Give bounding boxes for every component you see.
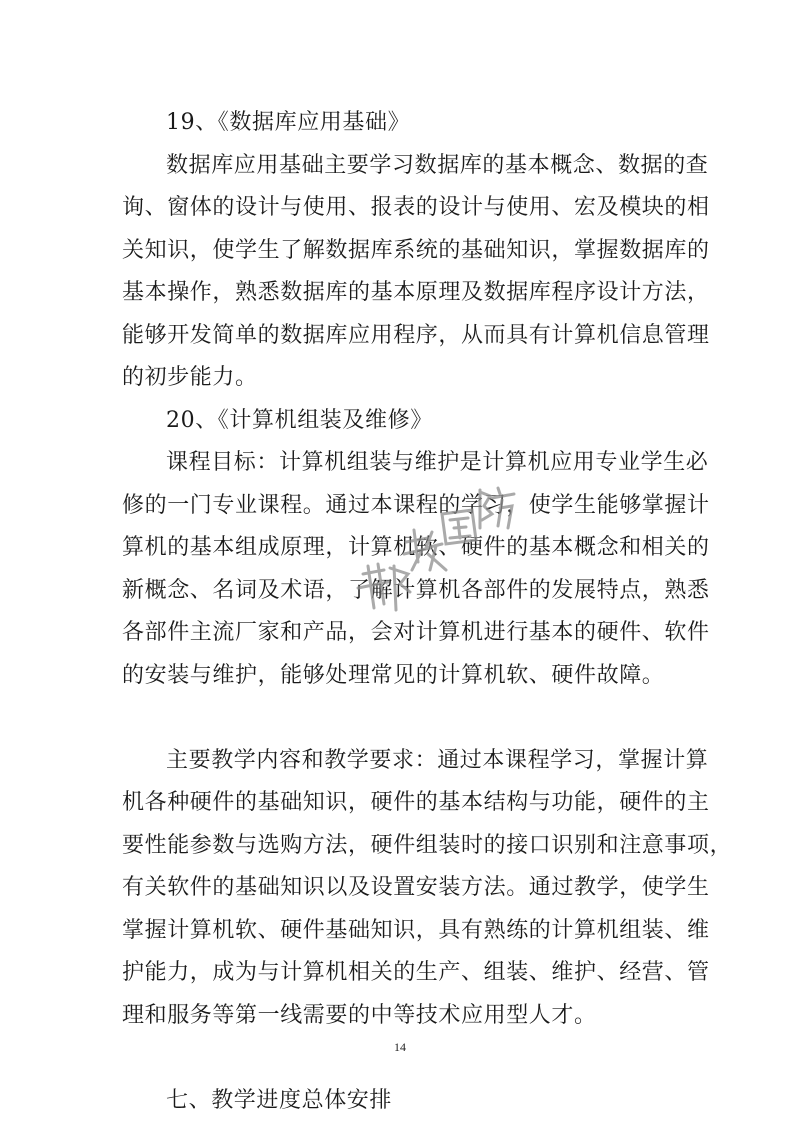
paragraph-line: 主要教学内容和教学要求：通过本课程学习，掌握计算 bbox=[166, 747, 709, 773]
section-heading-20: 20、《计算机组装及维修》 bbox=[166, 407, 433, 433]
document-body bbox=[122, 102, 733, 1122]
paragraph-line: 数据库应用基础主要学习数据库的基本概念、数据的查 bbox=[166, 152, 709, 178]
paragraph-line: 掌握计算机软、硬件基础知识，具有熟练的计算机组装、维 bbox=[122, 917, 710, 943]
paragraph-line: 护能力，成为与计算机相关的生产、组装、维护、经营、管 bbox=[122, 960, 710, 985]
paragraph-line: 要性能参数与选购方法，硬件组装时的接口识别和注意事项， bbox=[122, 832, 733, 858]
paragraph-line: 的安装与维护，能够处理常见的计算机软、硬件故障。 bbox=[122, 662, 665, 688]
paragraph-line: 课程目标：计算机组装与维护是计算机应用专业学生必 bbox=[166, 450, 709, 475]
paragraph-line: 的初步能力。 bbox=[122, 365, 258, 390]
paragraph-line: 基本操作，熟悉数据库的基本原理及数据库程序设计方法， bbox=[122, 280, 710, 305]
paragraph-line: 理和服务等第一线需要的中等技术应用型人才。 bbox=[122, 1002, 597, 1028]
section-heading-19: 19、《数据库应用基础》 bbox=[166, 110, 411, 135]
paragraph-line: 修的一门专业课程。通过本课程的学习，使学生能够掌握计 bbox=[122, 492, 710, 518]
paragraph-line: 有关软件的基础知识以及设置安装方法。通过教学，使学生 bbox=[122, 875, 710, 900]
paragraph-line: 算机的基本组成原理，计算机软、硬件的基本概念和相关的 bbox=[122, 535, 710, 560]
paragraph-line: 机各种硬件的基础知识，硬件的基本结构与功能，硬件的主 bbox=[122, 790, 710, 815]
paragraph-gap bbox=[122, 697, 682, 740]
section-heading-7: 七、教学进度总体安排 bbox=[166, 1087, 393, 1113]
paragraph-line: 能够开发简单的数据库应用程序，从而具有计算机信息管理 bbox=[122, 322, 710, 348]
paragraph-line: 询、窗体的设计与使用、报表的设计与使用、宏及模块的相 bbox=[122, 195, 710, 220]
paragraph-line: 各部件主流厂家和产品，会对计算机进行基本的硬件、软件 bbox=[122, 620, 710, 645]
page-number: 14 bbox=[394, 1040, 406, 1054]
paragraph-line: 关知识，使学生了解数据库系统的基础知识，掌握数据库的 bbox=[122, 237, 710, 263]
paragraph-line: 新概念、名词及术语，了解计算机各部件的发展特点，熟悉 bbox=[122, 577, 710, 603]
